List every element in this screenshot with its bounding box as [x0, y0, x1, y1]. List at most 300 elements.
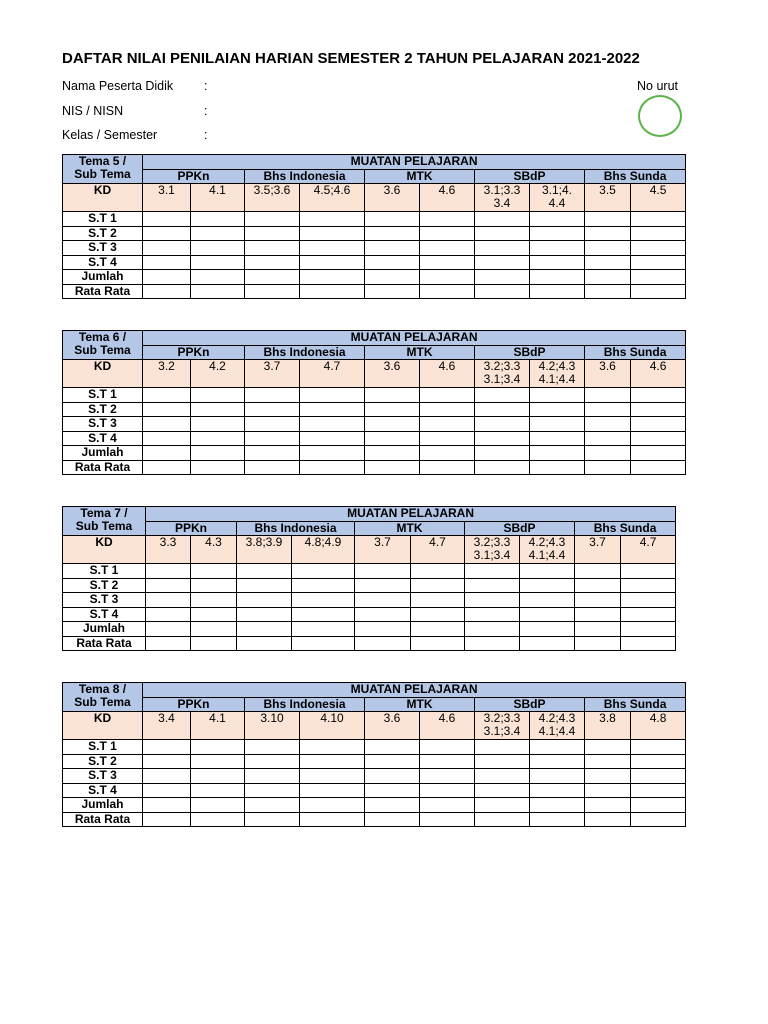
row-label: S.T 2: [63, 402, 143, 417]
score-cell[interactable]: [365, 769, 420, 784]
score-cell[interactable]: [292, 607, 355, 622]
score-cell[interactable]: [420, 446, 475, 461]
score-cell[interactable]: [365, 431, 420, 446]
score-cell[interactable]: [475, 460, 530, 475]
muatan-pelajaran-header: MUATAN PELAJARAN: [143, 155, 686, 170]
kd-value: 3.5;3.6: [245, 184, 300, 212]
kd-value: 3.6: [365, 184, 420, 212]
score-cell[interactable]: [575, 564, 621, 579]
score-cell[interactable]: [292, 578, 355, 593]
score-cell[interactable]: [191, 431, 245, 446]
score-cell[interactable]: [191, 607, 237, 622]
score-cell[interactable]: [420, 212, 475, 227]
table-row: [63, 593, 676, 608]
score-cell[interactable]: [411, 607, 465, 622]
score-cell[interactable]: [365, 783, 420, 798]
score-cell[interactable]: [245, 769, 300, 784]
score-cell[interactable]: [465, 636, 520, 651]
score-cell[interactable]: [631, 812, 686, 827]
score-cell[interactable]: [355, 593, 411, 608]
score-cell[interactable]: [585, 812, 631, 827]
score-cell[interactable]: [475, 431, 530, 446]
score-cell[interactable]: [143, 284, 191, 299]
kd-value: 3.7: [355, 536, 411, 564]
score-cell[interactable]: [245, 212, 300, 227]
subject-header: SBdP: [465, 521, 575, 536]
table-row: [63, 446, 686, 461]
score-cell[interactable]: [245, 783, 300, 798]
score-cell[interactable]: [245, 812, 300, 827]
score-cell[interactable]: [300, 255, 365, 270]
score-cell[interactable]: [530, 812, 585, 827]
row-label: S.T 3: [63, 769, 143, 784]
score-cell[interactable]: [585, 255, 631, 270]
score-cell[interactable]: [530, 446, 585, 461]
score-cell[interactable]: [365, 402, 420, 417]
score-cell[interactable]: [621, 578, 676, 593]
score-cell[interactable]: [585, 460, 631, 475]
score-cell[interactable]: [420, 388, 475, 403]
score-cell[interactable]: [245, 402, 300, 417]
score-cell[interactable]: [245, 388, 300, 403]
subject-header: MTK: [355, 521, 465, 536]
score-cell[interactable]: [143, 255, 191, 270]
score-cell[interactable]: [420, 769, 475, 784]
score-cell[interactable]: [575, 607, 621, 622]
score-cell[interactable]: [365, 226, 420, 241]
score-cell[interactable]: [300, 417, 365, 432]
score-cell[interactable]: [585, 769, 631, 784]
score-cell[interactable]: [631, 460, 686, 475]
score-cell[interactable]: [520, 622, 575, 637]
score-cell[interactable]: [420, 402, 475, 417]
score-cell[interactable]: [585, 284, 631, 299]
tema-subtema-header: Tema 5 / Sub Tema: [63, 155, 143, 184]
score-cell[interactable]: [475, 284, 530, 299]
score-cell[interactable]: [292, 622, 355, 637]
score-cell[interactable]: [621, 622, 676, 637]
score-cell[interactable]: [411, 622, 465, 637]
score-cell[interactable]: [420, 812, 475, 827]
no-urut-circle: [638, 95, 682, 137]
score-cell[interactable]: [146, 593, 191, 608]
score-cell[interactable]: [143, 754, 191, 769]
score-cell[interactable]: [191, 564, 237, 579]
score-cell[interactable]: [300, 212, 365, 227]
score-cell[interactable]: [530, 388, 585, 403]
score-cell[interactable]: [475, 740, 530, 755]
score-cell[interactable]: [300, 431, 365, 446]
table-row: [63, 564, 676, 579]
score-cell[interactable]: [245, 431, 300, 446]
field-label: Nama Peserta Didik: [62, 79, 174, 93]
score-cell[interactable]: [191, 255, 245, 270]
score-cell[interactable]: [300, 284, 365, 299]
kd-label: KD: [63, 360, 143, 388]
kd-label: KD: [63, 536, 146, 564]
score-cell[interactable]: [143, 431, 191, 446]
subject-header: PPKn: [143, 169, 245, 184]
score-cell[interactable]: [146, 622, 191, 637]
score-cell[interactable]: [631, 446, 686, 461]
kd-value: 4.6: [631, 360, 686, 388]
score-cell[interactable]: [475, 388, 530, 403]
table-row: [63, 402, 686, 417]
score-cell[interactable]: [530, 255, 585, 270]
score-cell[interactable]: [420, 255, 475, 270]
kd-value: 4.2;4.3 4.1;4.4: [530, 712, 585, 740]
score-cell[interactable]: [585, 241, 631, 256]
score-cell[interactable]: [191, 622, 237, 637]
score-cell[interactable]: [585, 431, 631, 446]
score-cell[interactable]: [420, 270, 475, 285]
score-cell[interactable]: [191, 636, 237, 651]
score-cell[interactable]: [631, 226, 686, 241]
score-cell[interactable]: [355, 564, 411, 579]
score-cell[interactable]: [411, 636, 465, 651]
score-cell[interactable]: [365, 798, 420, 813]
kd-value: 3.4: [143, 712, 191, 740]
score-cell[interactable]: [300, 812, 365, 827]
kd-value: 3.1;3.3 3.4: [475, 184, 530, 212]
score-cell[interactable]: [365, 754, 420, 769]
score-cell[interactable]: [465, 578, 520, 593]
score-cell[interactable]: [631, 402, 686, 417]
score-cell[interactable]: [191, 593, 237, 608]
score-cell[interactable]: [530, 754, 585, 769]
score-cell[interactable]: [631, 769, 686, 784]
kd-value: 4.5: [631, 184, 686, 212]
score-cell[interactable]: [420, 226, 475, 241]
score-cell[interactable]: [621, 607, 676, 622]
muatan-pelajaran-header: MUATAN PELAJARAN: [143, 683, 686, 698]
score-cell[interactable]: [475, 270, 530, 285]
score-cell[interactable]: [365, 212, 420, 227]
subject-header: Bhs Sunda: [585, 169, 686, 184]
score-cell[interactable]: [245, 270, 300, 285]
score-cell[interactable]: [530, 783, 585, 798]
subject-header: Bhs Indonesia: [245, 169, 365, 184]
score-cell[interactable]: [631, 417, 686, 432]
score-cell[interactable]: [146, 607, 191, 622]
score-cell[interactable]: [300, 226, 365, 241]
score-cell[interactable]: [420, 754, 475, 769]
subject-header: PPKn: [143, 697, 245, 712]
score-cell[interactable]: [575, 622, 621, 637]
subject-header: Bhs Sunda: [575, 521, 676, 536]
score-cell[interactable]: [143, 812, 191, 827]
score-cell[interactable]: [292, 593, 355, 608]
score-cell[interactable]: [191, 460, 245, 475]
score-cell[interactable]: [475, 769, 530, 784]
score-cell[interactable]: [585, 740, 631, 755]
score-cell[interactable]: [530, 740, 585, 755]
score-cell[interactable]: [300, 446, 365, 461]
score-cell[interactable]: [585, 754, 631, 769]
score-cell[interactable]: [300, 783, 365, 798]
score-cell[interactable]: [143, 241, 191, 256]
score-cell[interactable]: [631, 241, 686, 256]
subject-header: SBdP: [475, 345, 585, 360]
score-cell[interactable]: [420, 241, 475, 256]
score-cell[interactable]: [420, 460, 475, 475]
score-cell[interactable]: [300, 798, 365, 813]
score-cell[interactable]: [143, 769, 191, 784]
muatan-pelajaran-header: MUATAN PELAJARAN: [143, 331, 686, 346]
score-cell[interactable]: [365, 460, 420, 475]
score-cell[interactable]: [300, 388, 365, 403]
score-cell[interactable]: [191, 446, 245, 461]
score-cell[interactable]: [575, 593, 621, 608]
score-cell[interactable]: [520, 607, 575, 622]
table-row: [63, 740, 686, 755]
score-cell[interactable]: [475, 226, 530, 241]
score-cell[interactable]: [475, 255, 530, 270]
score-cell[interactable]: [300, 754, 365, 769]
score-cell[interactable]: [411, 593, 465, 608]
table-row: [63, 284, 686, 299]
kd-value: 4.6: [420, 360, 475, 388]
score-cell[interactable]: [420, 417, 475, 432]
score-cell[interactable]: [245, 754, 300, 769]
score-cell[interactable]: [300, 402, 365, 417]
grade-table-3: [62, 506, 676, 651]
score-cell[interactable]: [292, 564, 355, 579]
score-cell[interactable]: [530, 270, 585, 285]
kd-value: 3.2;3.3 3.1;3.4: [475, 360, 530, 388]
score-cell[interactable]: [191, 402, 245, 417]
row-label: S.T 3: [63, 241, 143, 256]
score-cell[interactable]: [191, 226, 245, 241]
score-cell[interactable]: [631, 798, 686, 813]
score-cell[interactable]: [631, 754, 686, 769]
score-cell[interactable]: [585, 388, 631, 403]
table-row: [63, 769, 686, 784]
score-cell[interactable]: [585, 402, 631, 417]
score-cell[interactable]: [191, 388, 245, 403]
score-cell[interactable]: [631, 255, 686, 270]
score-cell[interactable]: [191, 754, 245, 769]
score-cell[interactable]: [475, 417, 530, 432]
score-cell[interactable]: [621, 564, 676, 579]
score-cell[interactable]: [191, 798, 245, 813]
score-cell[interactable]: [191, 578, 237, 593]
score-cell[interactable]: [300, 241, 365, 256]
score-cell[interactable]: [245, 446, 300, 461]
row-label: S.T 3: [63, 593, 146, 608]
score-cell[interactable]: [530, 460, 585, 475]
score-cell[interactable]: [631, 783, 686, 798]
score-cell[interactable]: [475, 402, 530, 417]
score-cell[interactable]: [245, 284, 300, 299]
score-cell[interactable]: [300, 769, 365, 784]
score-cell[interactable]: [143, 417, 191, 432]
score-cell[interactable]: [237, 607, 292, 622]
subject-header: SBdP: [475, 697, 585, 712]
score-cell[interactable]: [143, 798, 191, 813]
table-row: [63, 212, 686, 227]
score-cell[interactable]: [245, 740, 300, 755]
score-cell[interactable]: [191, 270, 245, 285]
row-label: S.T 4: [63, 431, 143, 446]
score-cell[interactable]: [146, 636, 191, 651]
score-cell[interactable]: [237, 593, 292, 608]
score-cell[interactable]: [575, 578, 621, 593]
table-row: [63, 241, 686, 256]
score-cell[interactable]: [530, 431, 585, 446]
score-cell[interactable]: [420, 431, 475, 446]
score-cell[interactable]: [420, 783, 475, 798]
score-cell[interactable]: [292, 636, 355, 651]
score-cell[interactable]: [143, 402, 191, 417]
score-cell[interactable]: [420, 740, 475, 755]
score-cell[interactable]: [365, 446, 420, 461]
score-cell[interactable]: [420, 284, 475, 299]
score-cell[interactable]: [245, 460, 300, 475]
score-cell[interactable]: [530, 417, 585, 432]
score-cell[interactable]: [411, 578, 465, 593]
score-cell[interactable]: [237, 622, 292, 637]
score-cell[interactable]: [365, 417, 420, 432]
kd-value: 3.1: [143, 184, 191, 212]
score-cell[interactable]: [585, 798, 631, 813]
score-cell[interactable]: [520, 564, 575, 579]
score-cell[interactable]: [191, 241, 245, 256]
score-cell[interactable]: [191, 212, 245, 227]
field-kelas-semester: [62, 128, 208, 142]
score-cell[interactable]: [530, 402, 585, 417]
score-cell[interactable]: [475, 241, 530, 256]
kd-value: 3.8: [585, 712, 631, 740]
score-cell[interactable]: [631, 388, 686, 403]
score-cell[interactable]: [585, 270, 631, 285]
score-cell[interactable]: [237, 636, 292, 651]
score-cell[interactable]: [585, 212, 631, 227]
row-label: S.T 2: [63, 226, 143, 241]
score-cell[interactable]: [143, 388, 191, 403]
score-cell[interactable]: [520, 593, 575, 608]
subject-header: MTK: [365, 697, 475, 712]
score-cell[interactable]: [300, 460, 365, 475]
score-cell[interactable]: [411, 564, 465, 579]
score-cell[interactable]: [191, 284, 245, 299]
score-cell[interactable]: [520, 578, 575, 593]
score-cell[interactable]: [631, 212, 686, 227]
score-cell[interactable]: [143, 212, 191, 227]
score-cell[interactable]: [585, 446, 631, 461]
score-cell[interactable]: [245, 241, 300, 256]
score-cell[interactable]: [146, 564, 191, 579]
tema-subtema-header: Tema 7 / Sub Tema: [63, 507, 146, 536]
row-label: S.T 2: [63, 578, 146, 593]
score-cell[interactable]: [143, 226, 191, 241]
row-label: S.T 4: [63, 783, 143, 798]
score-cell[interactable]: [143, 740, 191, 755]
score-cell[interactable]: [631, 270, 686, 285]
score-cell[interactable]: [300, 270, 365, 285]
table-row: [63, 798, 686, 813]
score-cell[interactable]: [631, 740, 686, 755]
score-cell[interactable]: [475, 798, 530, 813]
score-cell[interactable]: [475, 446, 530, 461]
score-cell[interactable]: [191, 417, 245, 432]
score-cell[interactable]: [365, 270, 420, 285]
score-cell[interactable]: [355, 607, 411, 622]
score-cell[interactable]: [475, 212, 530, 227]
score-cell[interactable]: [355, 578, 411, 593]
score-cell[interactable]: [191, 812, 245, 827]
score-cell[interactable]: [365, 388, 420, 403]
score-cell[interactable]: [245, 798, 300, 813]
score-cell[interactable]: [520, 636, 575, 651]
subject-header: MTK: [365, 169, 475, 184]
score-cell[interactable]: [530, 212, 585, 227]
score-cell[interactable]: [355, 636, 411, 651]
score-cell[interactable]: [143, 783, 191, 798]
score-cell[interactable]: [530, 226, 585, 241]
score-cell[interactable]: [365, 284, 420, 299]
field-label: Kelas / Semester: [62, 128, 158, 142]
kd-value: 4.7: [411, 536, 465, 564]
score-cell[interactable]: [631, 284, 686, 299]
field-colon: :: [204, 79, 208, 93]
score-cell[interactable]: [475, 783, 530, 798]
score-cell[interactable]: [631, 431, 686, 446]
score-cell[interactable]: [355, 622, 411, 637]
score-cell[interactable]: [365, 740, 420, 755]
score-cell[interactable]: [475, 812, 530, 827]
score-cell[interactable]: [143, 446, 191, 461]
score-cell[interactable]: [237, 578, 292, 593]
score-cell[interactable]: [575, 636, 621, 651]
score-cell[interactable]: [420, 798, 475, 813]
score-cell[interactable]: [621, 636, 676, 651]
score-cell[interactable]: [621, 593, 676, 608]
score-cell[interactable]: [143, 460, 191, 475]
score-cell[interactable]: [465, 622, 520, 637]
score-cell[interactable]: [146, 578, 191, 593]
score-cell[interactable]: [245, 226, 300, 241]
score-cell[interactable]: [245, 255, 300, 270]
score-cell[interactable]: [365, 241, 420, 256]
score-cell[interactable]: [143, 270, 191, 285]
subject-header: MTK: [365, 345, 475, 360]
score-cell[interactable]: [585, 783, 631, 798]
score-cell[interactable]: [365, 812, 420, 827]
row-label: S.T 3: [63, 417, 143, 432]
score-cell[interactable]: [530, 769, 585, 784]
score-cell[interactable]: [530, 241, 585, 256]
score-cell[interactable]: [300, 740, 365, 755]
score-cell[interactable]: [465, 607, 520, 622]
score-cell[interactable]: [191, 740, 245, 755]
row-label: S.T 1: [63, 212, 143, 227]
score-cell[interactable]: [191, 769, 245, 784]
score-cell[interactable]: [191, 783, 245, 798]
score-cell[interactable]: [530, 284, 585, 299]
score-cell[interactable]: [585, 226, 631, 241]
score-cell[interactable]: [465, 593, 520, 608]
score-cell[interactable]: [585, 417, 631, 432]
score-cell[interactable]: [365, 255, 420, 270]
score-cell[interactable]: [530, 798, 585, 813]
score-cell[interactable]: [245, 417, 300, 432]
field-colon: :: [204, 128, 208, 142]
score-cell[interactable]: [237, 564, 292, 579]
score-cell[interactable]: [475, 754, 530, 769]
score-cell[interactable]: [465, 564, 520, 579]
table-row: [63, 607, 676, 622]
